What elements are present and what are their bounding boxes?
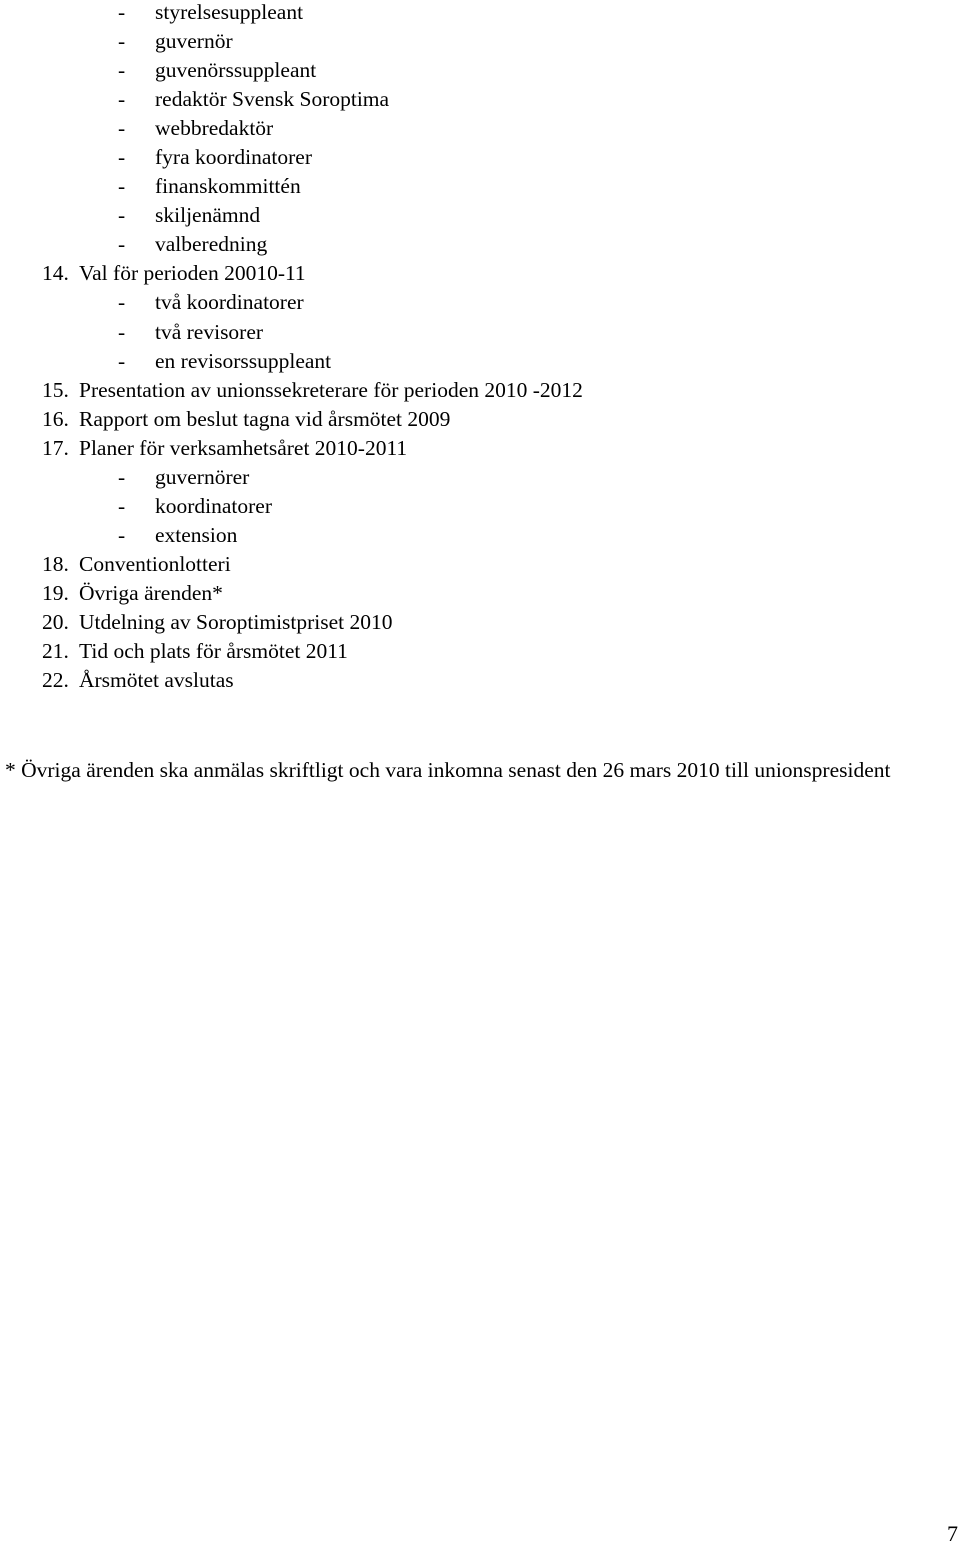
item-number: 20.	[42, 609, 69, 634]
agenda-item	[0, 378, 960, 407]
item-text: Val för perioden 20010-11	[79, 261, 306, 286]
bullet-dash: -	[118, 0, 126, 24]
agenda-list	[0, 0, 960, 697]
item-text: extension	[155, 522, 238, 547]
item-text: guvernörer	[155, 464, 250, 489]
item-text: redaktör Svensk Soroptima	[155, 87, 390, 112]
bullet-dash: -	[118, 174, 126, 199]
agenda-subitem	[0, 145, 960, 174]
item-text: Planer för verksamhetsåret 2010-2011	[79, 435, 408, 460]
item-text: Rapport om beslut tagna vid årsmötet 2009	[79, 406, 451, 431]
agenda-subitem	[0, 58, 960, 87]
agenda-subitem	[0, 0, 960, 29]
agenda-subitem	[0, 29, 960, 58]
bullet-dash: -	[118, 290, 126, 315]
agenda-subitem	[0, 290, 960, 319]
agenda-item	[0, 610, 960, 639]
item-number: 16.	[42, 406, 69, 431]
agenda-subitem	[0, 465, 960, 494]
item-text: en revisorssuppleant	[155, 348, 332, 373]
agenda-item	[0, 581, 960, 610]
item-text: guvenörssuppleant	[155, 58, 317, 83]
bullet-dash: -	[118, 58, 126, 83]
bullet-dash: -	[118, 29, 126, 54]
agenda-subitem	[0, 349, 960, 378]
item-text: Presentation av unionssekreterare för perioden 2010 -2012	[79, 377, 583, 402]
item-number: 22.	[42, 668, 69, 693]
item-number: 14.	[42, 261, 69, 286]
item-text: två revisorer	[155, 319, 264, 344]
page-number: 7	[947, 1521, 958, 1546]
item-text: valberedning	[155, 232, 268, 257]
item-number: 19.	[42, 580, 69, 605]
bullet-dash: -	[118, 232, 126, 257]
item-text: Utdelning av Soroptimistpriset 2010	[79, 609, 393, 634]
agenda-subitem	[0, 320, 960, 349]
item-text: styrelsesuppleant	[155, 0, 304, 24]
item-text: Tid och plats för årsmötet 2011	[79, 639, 348, 664]
item-text: koordinatorer	[155, 493, 273, 518]
agenda-subitem	[0, 87, 960, 116]
item-text: Conventionlotteri	[79, 551, 231, 576]
item-text: skiljenämnd	[155, 203, 261, 228]
item-number: 17.	[42, 435, 69, 460]
agenda-subitem	[0, 494, 960, 523]
footnote: * Övriga ärenden ska anmälas skriftligt och vara inkomna senast den 26 mars 2010 till unionspresident	[5, 758, 891, 782]
bullet-dash: -	[118, 464, 126, 489]
bullet-dash: -	[118, 493, 126, 518]
bullet-dash: -	[118, 87, 126, 112]
item-number: 15.	[42, 377, 69, 402]
item-text: fyra koordinatorer	[155, 145, 312, 170]
agenda-subitem	[0, 116, 960, 145]
item-number: 21.	[42, 639, 69, 664]
agenda-subitem	[0, 174, 960, 203]
bullet-dash: -	[118, 116, 126, 141]
agenda-item	[0, 261, 960, 290]
item-text: två koordinatorer	[155, 290, 304, 315]
item-text: guvernör	[155, 29, 233, 54]
bullet-dash: -	[118, 319, 126, 344]
agenda-item	[0, 639, 960, 668]
agenda-item	[0, 668, 960, 697]
bullet-dash: -	[118, 522, 126, 547]
bullet-dash: -	[118, 145, 126, 170]
item-text: webbredaktör	[155, 116, 274, 141]
agenda-item	[0, 407, 960, 436]
item-text: Övriga ärenden*	[79, 580, 223, 605]
agenda-subitem	[0, 523, 960, 552]
agenda-item	[0, 552, 960, 581]
item-number: 18.	[42, 551, 69, 576]
item-text: Årsmötet avslutas	[79, 668, 234, 693]
bullet-dash: -	[118, 203, 126, 228]
agenda-subitem	[0, 232, 960, 261]
bullet-dash: -	[118, 348, 126, 373]
agenda-subitem	[0, 203, 960, 232]
item-text: finanskommittén	[155, 174, 301, 199]
agenda-item	[0, 436, 960, 465]
